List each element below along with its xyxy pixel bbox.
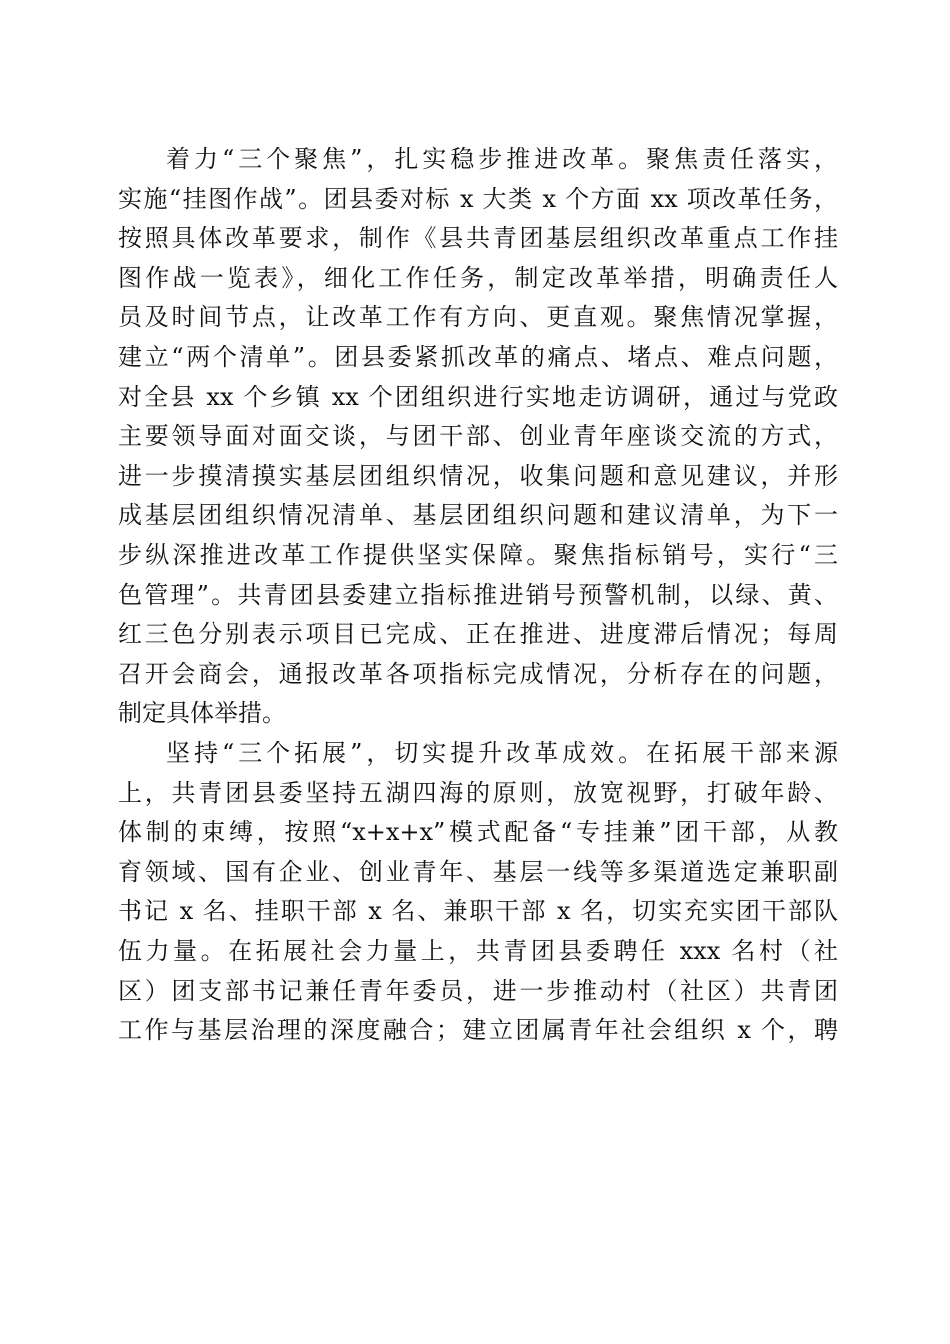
text-line: 体制的束缚，按照“x+x+x”模式配备“专挂兼”团干部，从教 — [118, 818, 838, 847]
text-line: 工作与基层治理的深度融合；建立团属青年社会组织 x 个，聘 — [118, 1016, 838, 1045]
text-line: 主要领导面对面交谈，与团干部、创业青年座谈交流的方式， — [118, 422, 838, 451]
text-line: 育领域、国有企业、创业青年、基层一线等多渠道选定兼职副 — [118, 857, 838, 886]
text-line: 召开会商会，通报改革各项指标完成情况，分析存在的问题， — [118, 659, 838, 688]
text-line: 实施“挂图作战”。团县委对标 x 大类 x 个方面 xx 项改革任务， — [118, 184, 838, 213]
text-line: 红三色分别表示项目已完成、正在推进、进度滞后情况；每周 — [118, 620, 838, 649]
text-line: 上，共青团县委坚持五湖四海的原则，放宽视野，打破年龄、 — [118, 778, 838, 807]
text-line: 步纵深推进改革工作提供坚实保障。聚焦指标销号，实行“三 — [118, 540, 838, 569]
text-line: 进一步摸清摸实基层团组织情况，收集问题和意见建议，并形 — [118, 461, 838, 490]
text-line: 书记 x 名、挂职干部 x 名、兼职干部 x 名，切实充实团干部队 — [118, 897, 838, 926]
text-line: 按照具体改革要求，制作《县共青团基层组织改革重点工作挂 — [118, 224, 838, 253]
text-line: 区）团支部书记兼任青年委员，进一步推动村（社区）共青团 — [118, 976, 838, 1005]
paragraph-reform-focus — [118, 140, 838, 734]
text-line: 图作战一览表》，细化工作任务，制定改革举措，明确责任人 — [118, 263, 838, 292]
text-line: 坚持“三个拓展”，切实提升改革成效。在拓展干部来源 — [166, 739, 838, 767]
text-line: 员及时间节点，让改革工作有方向、更直观。聚焦情况掌握， — [118, 303, 838, 332]
text-line: 色管理”。共青团县委建立指标推进销号预警机制，以绿、黄、 — [118, 580, 838, 609]
paragraph-reform-expansion — [118, 734, 838, 1051]
text-line: 伍力量。在拓展社会力量上，共青团县委聘任 xxx 名村（社 — [118, 936, 838, 965]
text-line: 制定具体举措。 — [118, 699, 286, 728]
text-line: 建立“两个清单”。团县委紧抓改革的痛点、堵点、难点问题， — [118, 342, 838, 371]
text-line: 着力“三个聚焦”，扎实稳步推进改革。聚焦责任落实， — [166, 145, 838, 173]
text-line: 成基层团组织情况清单、基层团组织问题和建议清单，为下一 — [118, 501, 838, 530]
text-line: 对全县 xx 个乡镇 xx 个团组织进行实地走访调研，通过与党政 — [118, 382, 838, 411]
